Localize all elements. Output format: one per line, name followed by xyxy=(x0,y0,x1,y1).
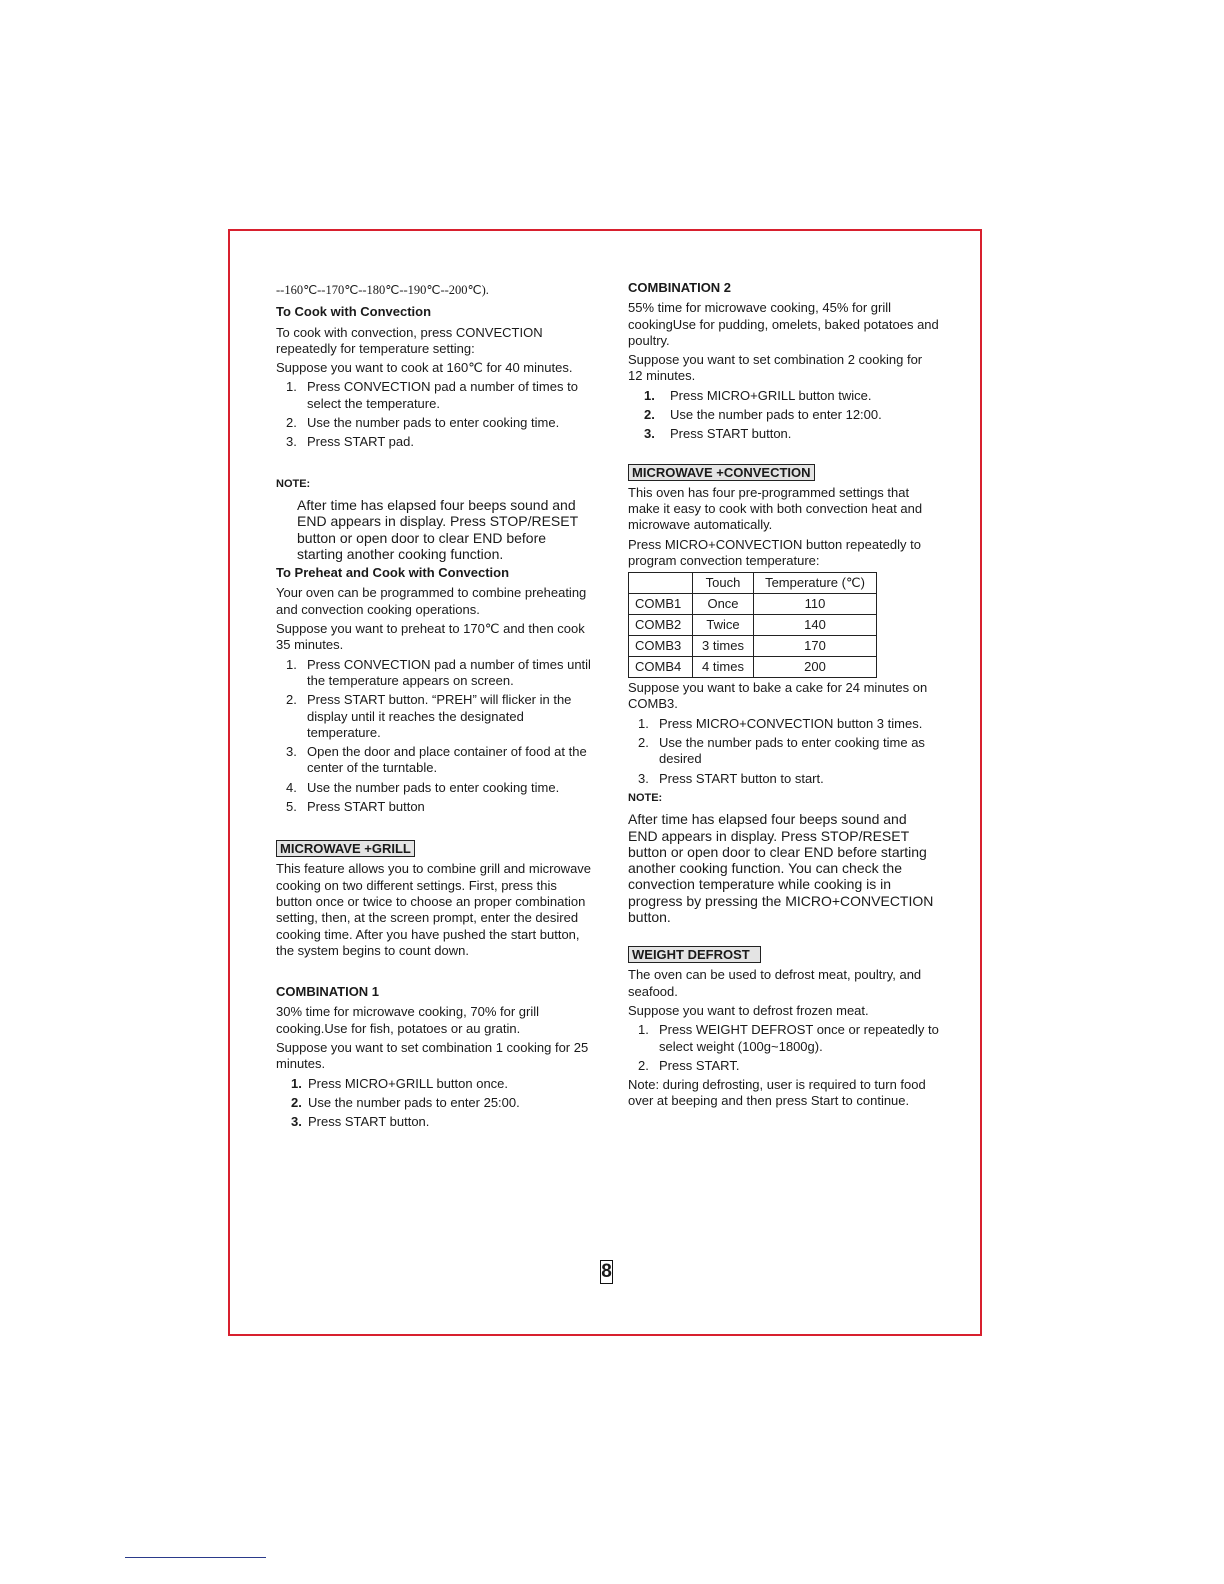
cook-convection-steps xyxy=(276,379,594,450)
cook-convection-suppose: Suppose you want to cook at 160℃ for 40 minutes. xyxy=(276,360,573,376)
weight-defrost-suppose: Suppose you want to defrost frozen meat. xyxy=(628,1002,869,1018)
left-column xyxy=(276,280,594,1133)
table-row: COMB2 Twice 140 xyxy=(629,615,877,636)
list-item: 1. Press CONVECTION pad a number of times to select the temperature. xyxy=(286,379,578,411)
note-label: NOTE: xyxy=(628,791,663,804)
preheat-steps xyxy=(276,657,594,816)
list-item: 2. Use the number pads to enter cooking time as desired xyxy=(638,735,925,767)
preheat-intro: Your oven can be programmed to combine preheating and convection cooking operations. xyxy=(276,585,587,617)
weight-defrost-note: Note: during defrosting, user is required to turn food over at beeping and then press Start to continue. xyxy=(628,1077,926,1109)
microwave-convection-steps xyxy=(628,716,940,787)
combination-2-steps xyxy=(628,388,940,443)
list-item: 1. Press MICRO+GRILL button twice. xyxy=(644,387,872,403)
list-item: 2. Press START button. “PREH” will flicker in the display until it reaches the designated temperature. xyxy=(286,692,572,740)
preheat-heading: To Preheat and Cook with Convection xyxy=(276,565,510,581)
combination-2-intro: 55% time for microwave cooking, 45% for grill cookingUse for pudding, omelets, baked potatoes and poultry. xyxy=(628,300,939,348)
list-item: 2. Use the number pads to enter 25:00. xyxy=(291,1094,520,1110)
microwave-convection-heading: MICROWAVE +CONVECTION xyxy=(628,464,815,481)
note-label: NOTE: xyxy=(276,477,311,490)
combination-1-steps xyxy=(276,1076,594,1131)
list-item: 2. Use the number pads to enter cooking time. xyxy=(286,415,560,431)
list-item: 3. Press START button. xyxy=(644,426,792,442)
list-item: 2. Press START. xyxy=(638,1057,740,1073)
microwave-grill-text: This feature allows you to combine grill and microwave cooking on two different settings. First, press this button once or twice to choose an proper combination setting, then, at the screen prompt, enter the desired cooking time. After you have pushed the start button, the system begins to count down. xyxy=(276,861,592,958)
microwave-grill-heading: MICROWAVE +GRILL xyxy=(276,840,415,857)
weight-defrost-steps xyxy=(628,1022,940,1074)
table-header-row xyxy=(629,573,877,594)
list-item: 3. Press START button. xyxy=(291,1114,430,1130)
note-text: After time has elapsed four beeps sound and END appears in display. Press STOP/RESET button or open door to clear END before starting another cooking function. xyxy=(297,496,578,562)
table-header-temperature: Temperature (℃) xyxy=(754,573,877,594)
right-column xyxy=(628,280,940,1113)
cook-convection-heading: To Cook with Convection xyxy=(276,304,432,320)
list-item: 1. Press MICRO+CONVECTION button 3 times. xyxy=(638,715,923,731)
combination-2-heading: COMBINATION 2 xyxy=(628,280,732,295)
combination-1-heading: COMBINATION 1 xyxy=(276,984,380,1000)
microwave-convection-intro: This oven has four pre-programmed settings that make it easy to cook with both convection heat and microwave automatically. xyxy=(628,484,923,533)
list-item: 5. Press START button xyxy=(286,799,425,815)
list-item: 3. Open the door and place container of food at the center of the turntable. xyxy=(286,744,587,776)
combination-table xyxy=(628,572,877,678)
page-number: 8 xyxy=(601,1261,612,1282)
table-row: COMB1 Once 110 xyxy=(629,594,877,615)
table-row: COMB3 3 times 170 xyxy=(629,636,877,657)
table-header-touch: Touch xyxy=(693,573,754,594)
weight-defrost-heading: WEIGHT DEFROST xyxy=(628,946,761,963)
microwave-convection-suppose: Suppose you want to bake a cake for 24 minutes on COMB3. xyxy=(628,680,928,712)
cook-convection-intro: To cook with convection, press CONVECTION repeatedly for temperature setting: xyxy=(276,324,543,356)
weight-defrost-intro: The oven can be used to defrost meat, poultry, and seafood. xyxy=(628,967,922,999)
list-item: 3. Press START pad. xyxy=(286,434,414,450)
list-item: 1. Press CONVECTION pad a number of times until the temperature appears on screen. xyxy=(286,656,591,688)
temperature-sequence: --160℃--170℃--180℃--190℃--200℃). xyxy=(276,283,489,297)
list-item: 3. Press START button to start. xyxy=(638,770,824,786)
list-item: 4. Use the number pads to enter cooking time. xyxy=(286,779,560,795)
list-item: 1. Press WEIGHT DEFROST once or repeatedly to select weight (100g~1800g). xyxy=(638,1022,939,1054)
combination-1-intro: 30% time for microwave cooking, 70% for grill cooking.Use for fish, potatoes or au gratin. xyxy=(276,1004,539,1036)
list-item: 2. Use the number pads to enter 12:00. xyxy=(644,407,882,423)
preheat-suppose: Suppose you want to preheat to 170℃ and then cook 35 minutes. xyxy=(276,621,585,653)
combination-2-suppose: Suppose you want to set combination 2 cooking for 12 minutes. xyxy=(628,352,923,384)
note-text: After time has elapsed four beeps sound and END appears in display. Press STOP/RESET button or open door to clear END before starting another cooking function. You can check the convection temperature while cooking is in progress by pressing the MICRO+CONVECTION button. xyxy=(628,811,934,926)
microwave-convection-press: Press MICRO+CONVECTION button repeatedly to program convection temperature: xyxy=(628,536,921,568)
list-item: 1. Press MICRO+GRILL button once. xyxy=(291,1075,509,1091)
combination-1-suppose: Suppose you want to set combination 1 cooking for 25 minutes. xyxy=(276,1039,589,1072)
footnote-rule xyxy=(125,1557,266,1558)
table-row: COMB4 4 times 200 xyxy=(629,657,877,678)
